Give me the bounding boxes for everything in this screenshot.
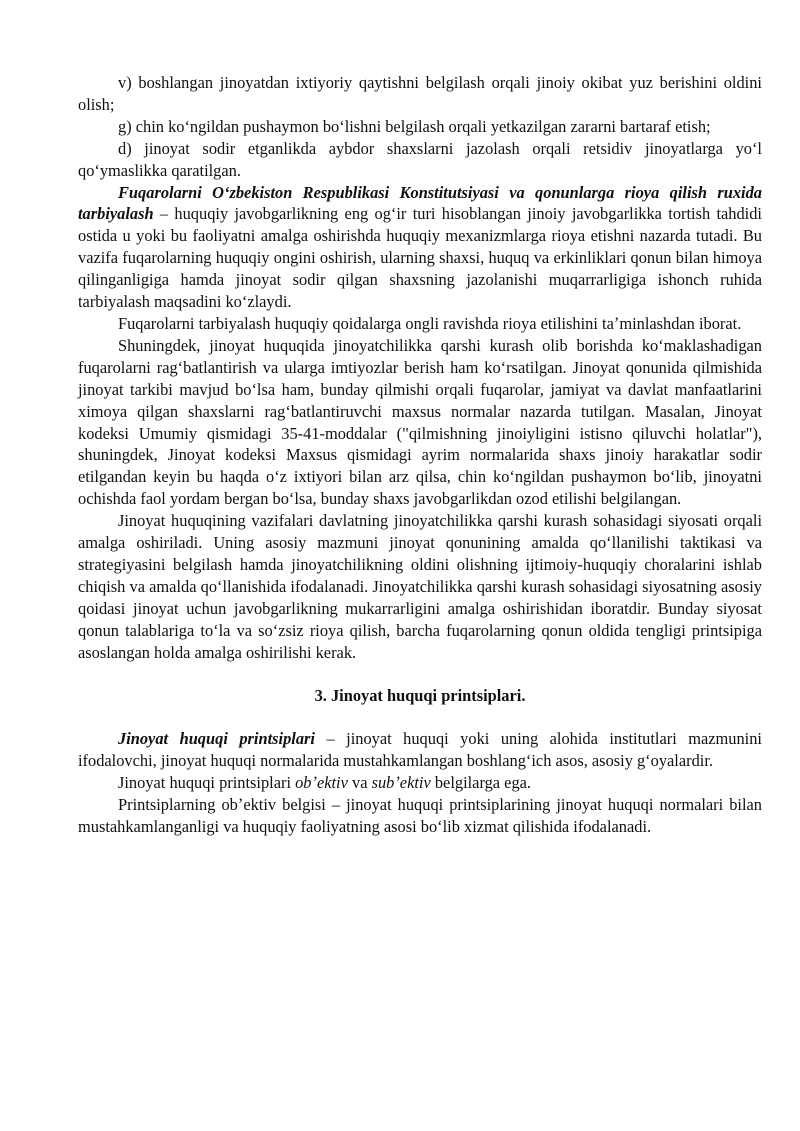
document-page	[78, 72, 762, 838]
section-heading: 3. Jinoyat huquqi printsiplari.	[314, 686, 526, 706]
paragraph-principles-definition	[78, 728, 762, 772]
paragraph-body: – huquqiy javobgarlikning eng ogʻir turi hisoblangan jinoiy javobgarlikka tortish tahdidi ostida u yoki bu faoliyatni amalga oshirishda huquqiy mexanizmlarga rioya etishni nazarda tutadi. Bu vazifa fuqarolarning huquqiy ongini oshirish, ularning shaxsi, huquq va erkinliklari qonun bilan himoya qilinganligiga hamda jinoyat sodir qilgan shaxsning jazolanishi muqarrarligiga ishonch ruhida tarbiyalash maqsadini koʻzlaydi.	[78, 204, 762, 312]
term-subjective: subʼektiv	[371, 773, 431, 793]
paragraph-lead-term: Jinoyat huquqi printsiplari	[118, 729, 315, 749]
paragraph-principles-signs	[78, 772, 762, 794]
paragraph-objective-sign: Printsiplarning obʼektiv belgisi – jinoyat huquqi printsiplarining jinoyat huquqi normalari bilan mustahkamlanganligi va huquqiy faoliyatning asosi boʻlib xizmat qilishida ifodalanadi.	[78, 795, 762, 836]
paragraph-body: – jinoyat huquqi yoki uning alohida institutlari mazmunini ifodalovchi, jinoyat huquqi normalarida mustahkamlangan boshlangʻich asos, asosiy gʻoyalardir.	[78, 729, 762, 771]
paragraph-education-definition: Fuqarolarni tarbiyalash huquqiy qoidalarga ongli ravishda rioya etilishini taʼminlashdan iborat.	[118, 313, 742, 333]
text-segment: va	[347, 773, 372, 793]
paragraph-policy: Jinoyat huquqining vazifalari davlatning jinoyatchilikka qarshi kurash sohasidagi siyosati orqali amalga oshiriladi. Uning asosiy mazmuni jinoyat qonunining amalda qoʻllanilishi taktikasi va strategiyasini belgilash hamda jinoyatchilikning oldini olishning ijtimoiy-huquqiy choralarini ishlab chiqish va amalda qoʻllanishida ifodalanadi. Jinoyatchilikka qarshi kurash sohasidagi siyosatning asosiy qoidasi jinoyat uchun javobgarlikning mukarrarligini amalga oshirishidan iboratdir. Bunday siyosat qonun talablariga toʻla va soʻzsiz rioya qilish, barcha fuqarolarning qonun oldida tengligi printsipiga asoslangan holda amalga oshirilishi kerak.	[78, 511, 762, 662]
paragraph-lead-term: Fuqarolarni Oʻzbekiston Respublikasi Konstitutsiyasi va qonunlarga rioya qilish ruxida tarbiyalash	[78, 182, 762, 224]
paragraph-item-d: d) jinoyat sodir etganlikda aybdor shaxslarni jazolash orqali retsidiv jinoyatlarga yoʻl qoʻymaslikka qaratilgan.	[78, 138, 762, 180]
term-objective: obʼektiv	[295, 773, 348, 793]
paragraph-item-g: g) chin koʻngildan pushaymon boʻlishni belgilash orqali yetkazilgan zararni bartaraf etish;	[118, 116, 711, 136]
text-segment: Jinoyat huquqi printsiplari	[118, 773, 296, 793]
paragraph-item-v: v) boshlangan jinoyatdan ixtiyoriy qaytishni belgilash orqali jinoiy okibat yuz berishini oldini olish;	[78, 73, 762, 114]
paragraph-encouragement: Shuningdek, jinoyat huquqida jinoyatchilikka qarshi kurash olib borishda koʻmaklashadigan fuqarolarni ragʻbatlantirish va ularga imtiyozlar berish ham koʻrsatilgan. Jinoyat qonunida qilmishida jinoyat tarkibi mavjud boʻlsa ham, bunday qilmishi orqali fuqarolar, jamiyat va davlat manfaatlarini ximoya qilgan shaxslarni ragʻbatlantiruvchi maxsus normalar nazarda tutilgan. Masalan, Jinoyat kodeksi Umumiy qismidagi 35-41-moddalar ("qilmishning jinoiyligini istisno qiluvchi holatlar"), shuningdek, Jinoyat kodeksi Maxsus qismidagi ayrim normalarida shaxs jinoiy harakatlar sodir etilgandan keyin bu haqda oʻz ixtiyori bilan arz qilsa, chin koʻngildan pushaymon boʻlib, jinoyatni ochishda faol yordam bergan boʻlsa, bunday shaxs javobgarlikdan ozod etilishi belgilangan.	[78, 335, 762, 509]
text-segment: belgilarga ega.	[430, 773, 532, 793]
paragraph-citizen-education	[78, 182, 762, 313]
